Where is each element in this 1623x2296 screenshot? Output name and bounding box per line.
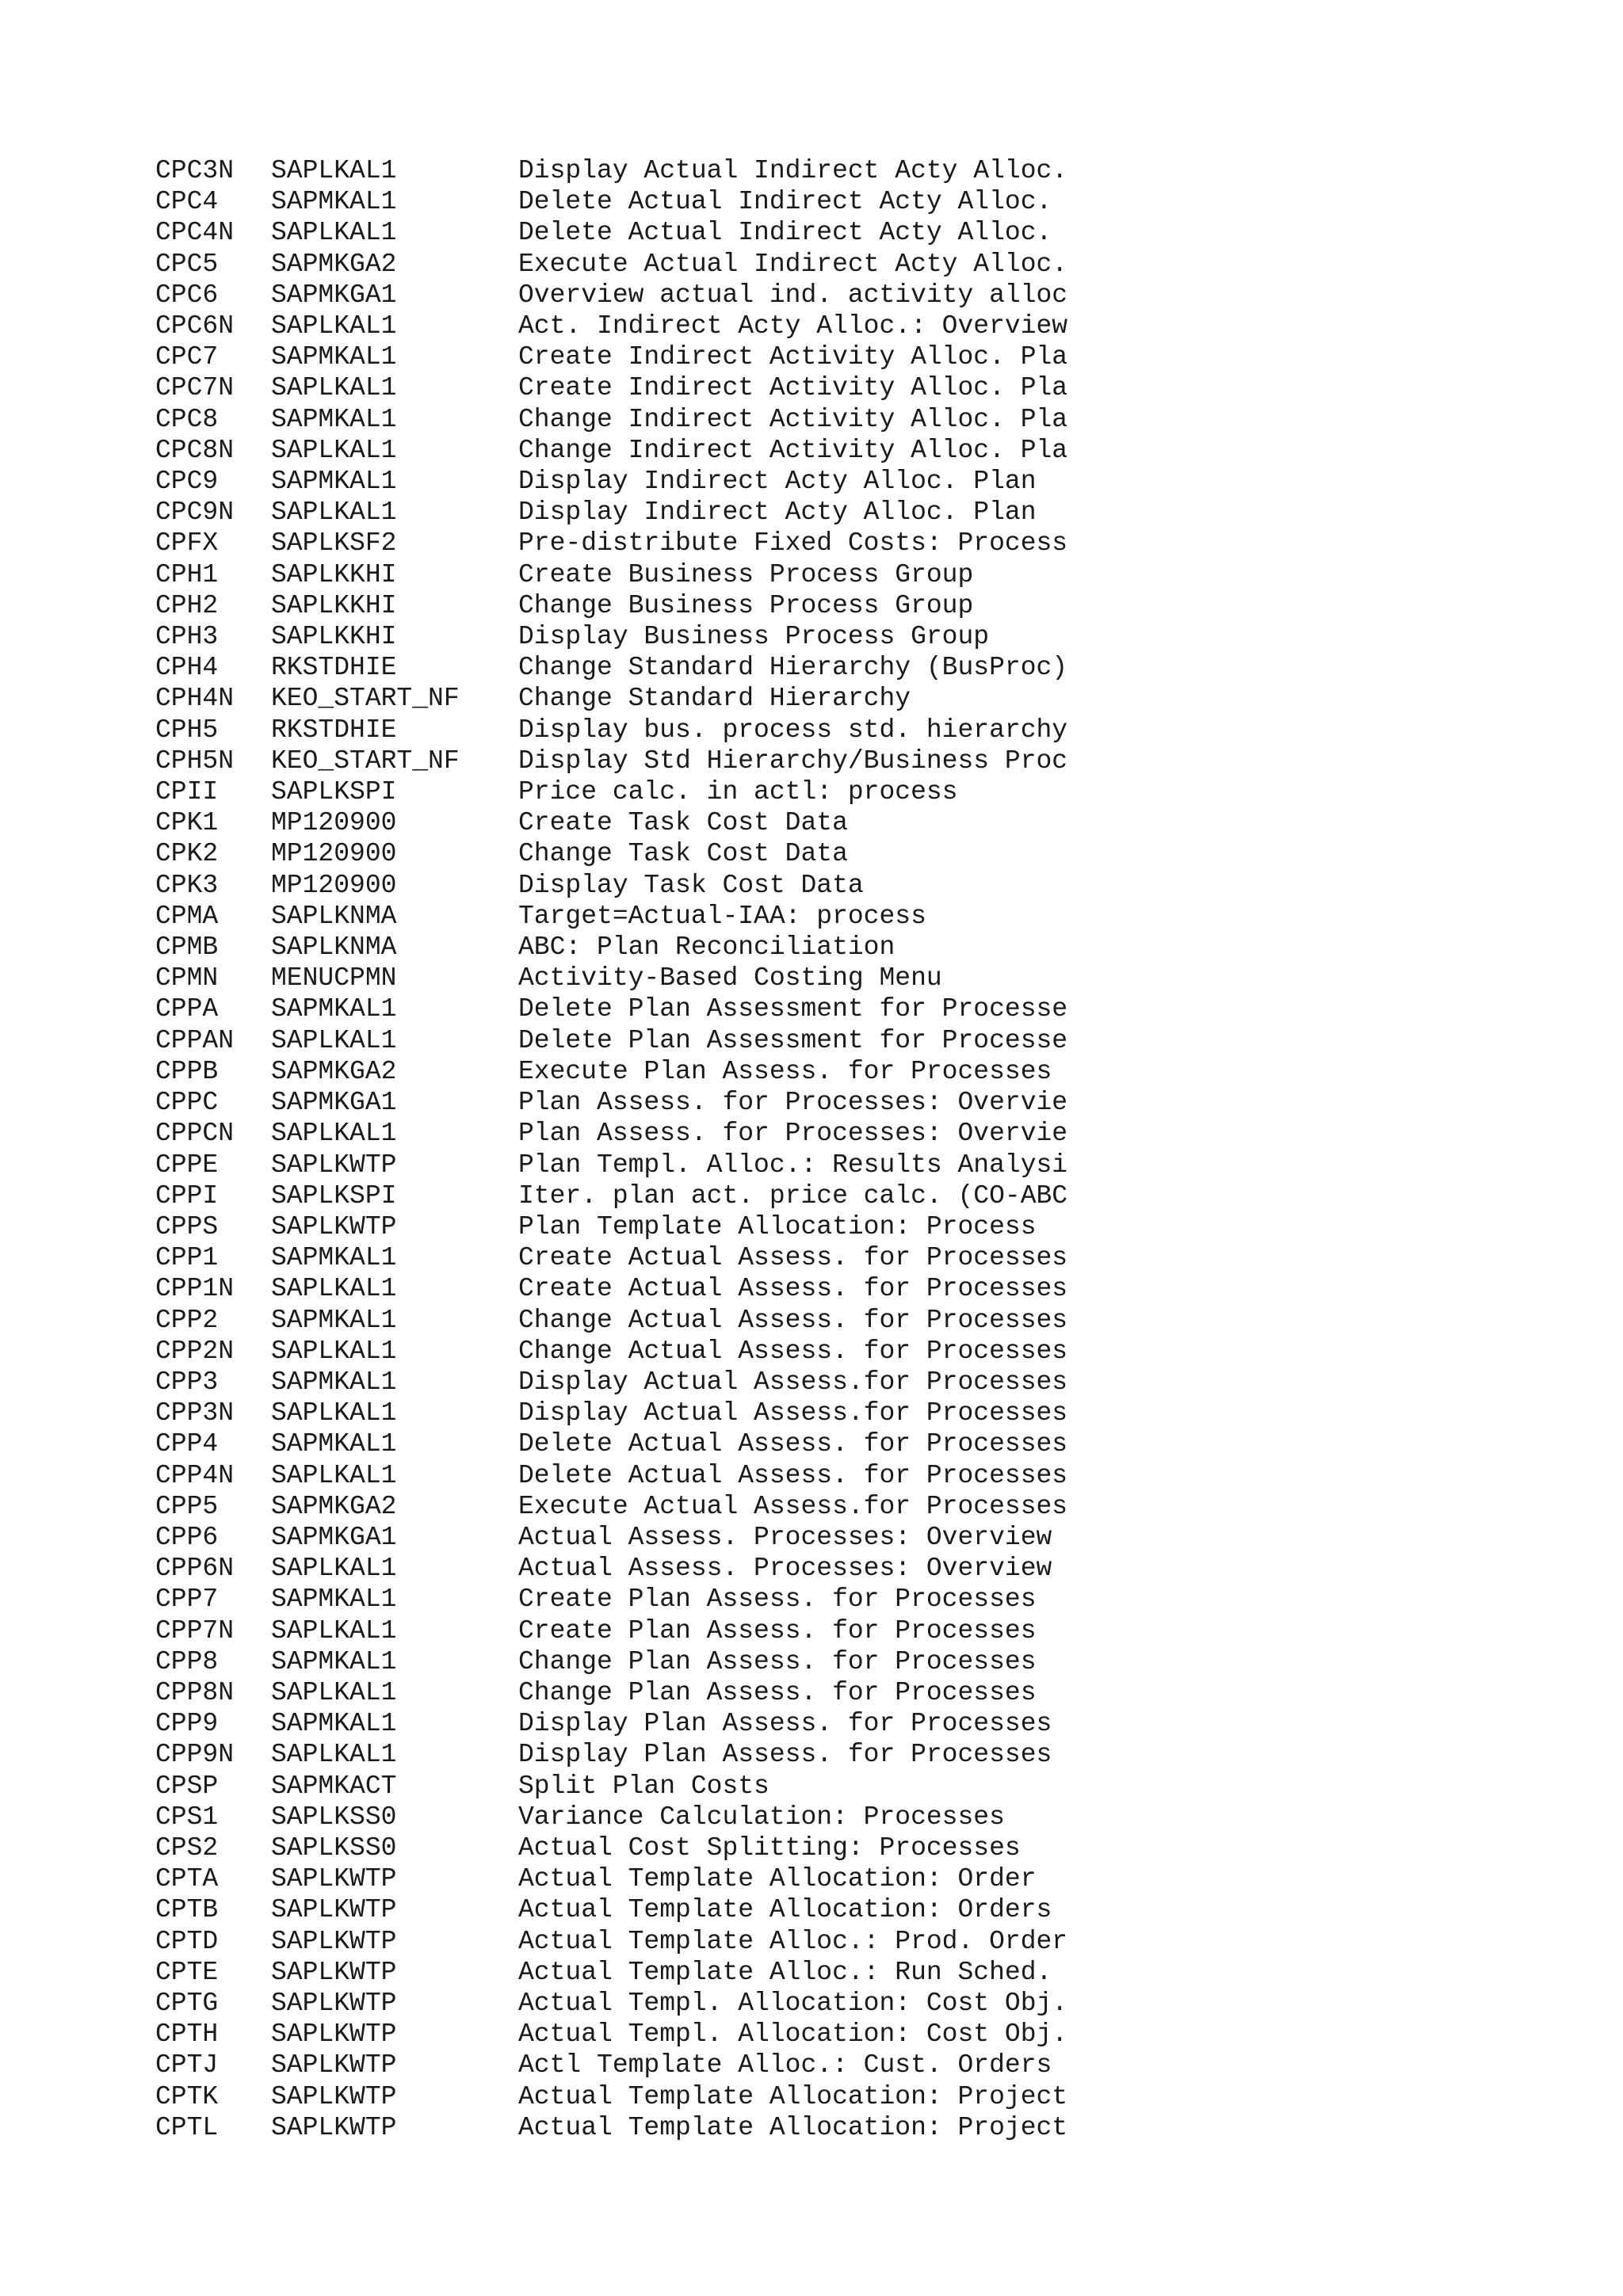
transaction-code: CPP4N (155, 1460, 235, 1490)
program-name: SAPLKAL1 (271, 1460, 397, 1490)
transaction-description: Display Indirect Acty Alloc. Plan (518, 498, 1037, 528)
transaction-code: CPC3N (155, 156, 235, 185)
program-name: MP120900 (271, 839, 397, 869)
transaction-description: Actual Assess. Processes: Overview (518, 1522, 1052, 1552)
transaction-row (155, 776, 1121, 807)
program-name: SAPLKAL1 (271, 1740, 397, 1770)
transaction-row (155, 1305, 1121, 1336)
transaction-code: CPTD (155, 1926, 219, 1956)
transaction-code: CPC4 (155, 187, 219, 217)
transaction-description: Change Task Cost Data (518, 839, 848, 869)
transaction-code: CPK2 (155, 839, 219, 869)
transaction-row (155, 2050, 1121, 2081)
transaction-code: CPC9N (155, 498, 235, 528)
transaction-code: CPTE (155, 1957, 219, 1987)
transaction-row (155, 497, 1121, 528)
transaction-row (155, 1988, 1121, 2019)
transaction-row (155, 1677, 1121, 1708)
transaction-description: Plan Assess. for Processes: Overvie (518, 1088, 1068, 1118)
transaction-description: Change Standard Hierarchy (BusProc) (518, 653, 1068, 683)
transaction-row (155, 1739, 1121, 1770)
program-name: SAPLKAL1 (271, 1677, 397, 1707)
transaction-code: CPP2 (155, 1305, 219, 1335)
transaction-code: CPC9 (155, 467, 219, 497)
transaction-row (155, 1180, 1121, 1211)
transaction-row (155, 901, 1121, 932)
transaction-row (155, 746, 1121, 776)
transaction-row (155, 1150, 1121, 1180)
transaction-code: CPP7 (155, 1585, 219, 1615)
transaction-description: Display Task Cost Data (518, 870, 864, 900)
transaction-code: CPP9 (155, 1709, 219, 1739)
transaction-code: CPFX (155, 528, 219, 559)
program-name: SAPMKAL1 (271, 1367, 397, 1397)
program-name: SAPMKAL1 (271, 1646, 397, 1676)
program-name: SAPLKAL1 (271, 218, 397, 248)
transaction-row (155, 372, 1121, 403)
transaction-description: Actual Template Allocation: Order (518, 1864, 1037, 1894)
transaction-code: CPH1 (155, 559, 219, 589)
transaction-code: CPP6 (155, 1522, 219, 1552)
program-name: SAPMKAL1 (271, 342, 397, 372)
transaction-description: Change Plan Assess. for Processes (518, 1677, 1037, 1707)
transaction-code: CPP1 (155, 1243, 219, 1273)
transaction-description: Pre-distribute Fixed Costs: Process (518, 528, 1068, 559)
transaction-row (155, 870, 1121, 901)
program-name: SAPLKWTP (271, 1926, 397, 1956)
transaction-row (155, 1926, 1121, 1957)
transaction-code: CPC7N (155, 373, 235, 403)
transaction-description: Actual Template Allocation: Project (518, 2112, 1068, 2142)
transaction-row (155, 311, 1121, 341)
transaction-description: ABC: Plan Reconciliation (518, 933, 896, 963)
program-name: SAPMKAL1 (271, 1429, 397, 1459)
transaction-code: CPTA (155, 1864, 219, 1894)
transaction-description: Display Actual Indirect Acty Alloc. (518, 156, 1068, 185)
transaction-description: Actual Templ. Allocation: Cost Obj. (518, 2019, 1068, 2050)
transaction-row (155, 621, 1121, 652)
transaction-row (155, 1242, 1121, 1273)
program-name: SAPLKKHI (271, 622, 397, 652)
program-name: SAPLKNMA (271, 901, 397, 931)
transaction-description: Actual Cost Splitting: Processes (518, 1833, 1021, 1863)
program-name: SAPLKWTP (271, 2081, 397, 2111)
program-name: SAPLKAL1 (271, 1398, 397, 1428)
program-name: SAPLKWTP (271, 2050, 397, 2081)
transaction-description: Create Actual Assess. for Processes (518, 1243, 1068, 1273)
transaction-code: CPPC (155, 1088, 219, 1118)
transaction-row (155, 590, 1121, 621)
transaction-code: CPPS (155, 1211, 219, 1241)
transaction-description: Create Plan Assess. for Processes (518, 1585, 1037, 1615)
transaction-code: CPP6N (155, 1554, 235, 1584)
transaction-row (155, 1056, 1121, 1087)
program-name: SAPLKWTP (271, 1988, 397, 2018)
program-name: RKSTDHIE (271, 715, 397, 745)
transaction-description: Delete Plan Assessment for Processe (518, 1025, 1068, 1055)
transaction-code: CPH4 (155, 653, 219, 683)
transaction-row (155, 1025, 1121, 1056)
transaction-row (155, 466, 1121, 497)
transaction-code: CPH4N (155, 684, 235, 714)
transaction-code: CPTB (155, 1895, 219, 1925)
program-name: SAPLKWTP (271, 1211, 397, 1241)
program-name: KEO_START_NF (271, 684, 460, 714)
transaction-row (155, 1615, 1121, 1646)
transaction-description: Target=Actual-IAA: process (518, 901, 926, 931)
transaction-row (155, 1708, 1121, 1739)
transaction-row (155, 1863, 1121, 1894)
transaction-code: CPMB (155, 933, 219, 963)
program-name: SAPLKWTP (271, 2112, 397, 2142)
transaction-row (155, 1646, 1121, 1677)
transaction-description: Display bus. process std. hierarchy (518, 715, 1068, 745)
transaction-description: Actual Template Allocation: Orders (518, 1895, 1052, 1925)
transaction-row (155, 280, 1121, 311)
transaction-code: CPC6N (155, 311, 235, 341)
transaction-description: Actual Templ. Allocation: Cost Obj. (518, 1988, 1068, 2018)
transaction-list (155, 155, 1121, 2143)
program-name: SAPMKAL1 (271, 1243, 397, 1273)
transaction-code: CPTJ (155, 2050, 219, 2081)
transaction-description: Change Business Process Group (518, 590, 974, 620)
transaction-description: Activity-Based Costing Menu (518, 963, 942, 994)
transaction-code: CPC8 (155, 404, 219, 434)
program-name: SAPMKGA1 (271, 1522, 397, 1552)
transaction-description: Display Actual Assess.for Processes (518, 1367, 1068, 1397)
transaction-row (155, 807, 1121, 838)
transaction-description: Actual Template Alloc.: Prod. Order (518, 1926, 1068, 1956)
transaction-code: CPTL (155, 2112, 219, 2142)
transaction-description: Overview actual ind. activity alloc (518, 280, 1068, 310)
program-name: SAPLKSS0 (271, 1833, 397, 1863)
program-name: SAPMKGA1 (271, 1088, 397, 1118)
transaction-row (155, 341, 1121, 372)
program-name: SAPLKAL1 (271, 1119, 397, 1149)
program-name: SAPMKAL1 (271, 994, 397, 1024)
transaction-row (155, 838, 1121, 869)
transaction-description: Display Actual Assess.for Processes (518, 1398, 1068, 1428)
program-name: SAPMKAL1 (271, 1585, 397, 1615)
transaction-row (155, 1211, 1121, 1242)
transaction-description: Create Indirect Activity Alloc. Pla (518, 373, 1068, 403)
transaction-code: CPP3 (155, 1367, 219, 1397)
transaction-description: Delete Plan Assessment for Processe (518, 994, 1068, 1024)
transaction-code: CPP3N (155, 1398, 235, 1428)
transaction-description: Create Plan Assess. for Processes (518, 1615, 1037, 1646)
program-name: SAPLKKHI (271, 590, 397, 620)
transaction-row (155, 1522, 1121, 1553)
transaction-row (155, 2019, 1121, 2050)
transaction-description: Delete Actual Indirect Acty Alloc. (518, 187, 1052, 217)
transaction-description: Display Business Process Group (518, 622, 990, 652)
program-name: SAPMKAL1 (271, 1709, 397, 1739)
program-name: SAPMKAL1 (271, 187, 397, 217)
transaction-code: CPC4N (155, 218, 235, 248)
program-name: SAPLKSPI (271, 1180, 397, 1211)
transaction-row (155, 1894, 1121, 1925)
transaction-code: CPP8 (155, 1646, 219, 1676)
transaction-row (155, 435, 1121, 466)
transaction-row (155, 1460, 1121, 1491)
transaction-description: Actual Assess. Processes: Overview (518, 1554, 1052, 1584)
transaction-row (155, 1118, 1121, 1149)
transaction-code: CPH5 (155, 715, 219, 745)
transaction-row (155, 559, 1121, 590)
transaction-description: Display Plan Assess. for Processes (518, 1740, 1052, 1770)
transaction-description: Execute Actual Indirect Acty Alloc. (518, 249, 1068, 279)
program-name: SAPLKWTP (271, 1895, 397, 1925)
transaction-row (155, 1273, 1121, 1304)
transaction-description: Plan Template Allocation: Process (518, 1211, 1037, 1241)
transaction-code: CPP5 (155, 1491, 219, 1521)
program-name: SAPLKAL1 (271, 311, 397, 341)
transaction-code: CPPB (155, 1056, 219, 1086)
transaction-code: CPPE (155, 1150, 219, 1180)
program-name: SAPLKAL1 (271, 1025, 397, 1055)
transaction-row (155, 652, 1121, 683)
transaction-description: Iter. plan act. price calc. (CO-ABC (518, 1180, 1068, 1211)
transaction-code: CPSP (155, 1771, 219, 1801)
transaction-description: Display Plan Assess. for Processes (518, 1709, 1052, 1739)
program-name: SAPLKSPI (271, 777, 397, 807)
transaction-row (155, 1833, 1121, 1863)
transaction-description: Actual Template Allocation: Project (518, 2081, 1068, 2111)
transaction-description: Change Plan Assess. for Processes (518, 1646, 1037, 1676)
program-name: SAPLKAL1 (271, 1554, 397, 1584)
program-name: SAPMKAL1 (271, 1305, 397, 1335)
transaction-code: CPPA (155, 994, 219, 1024)
transaction-row (155, 1771, 1121, 1802)
transaction-code: CPTG (155, 1988, 219, 2018)
transaction-code: CPP4 (155, 1429, 219, 1459)
transaction-row (155, 1491, 1121, 1522)
transaction-row (155, 932, 1121, 963)
transaction-code: CPP7N (155, 1615, 235, 1646)
program-name: SAPMKGA1 (271, 280, 397, 310)
transaction-row (155, 1398, 1121, 1428)
transaction-code: CPPI (155, 1180, 219, 1211)
transaction-code: CPTH (155, 2019, 219, 2050)
program-name: SAPLKAL1 (271, 498, 397, 528)
transaction-table (155, 155, 1121, 2143)
transaction-description: Execute Actual Assess.for Processes (518, 1491, 1068, 1521)
transaction-code: CPC6 (155, 280, 219, 310)
program-name: SAPLKAL1 (271, 435, 397, 465)
transaction-code: CPC5 (155, 249, 219, 279)
transaction-row (155, 1553, 1121, 1584)
transaction-row (155, 2112, 1121, 2143)
transaction-code: CPMN (155, 963, 219, 994)
program-name: SAPMKGA2 (271, 1491, 397, 1521)
program-name: SAPLKWTP (271, 1957, 397, 1987)
transaction-code: CPC7 (155, 342, 219, 372)
transaction-description: Change Standard Hierarchy (518, 684, 911, 714)
transaction-description: Execute Plan Assess. for Processes (518, 1056, 1052, 1086)
transaction-row (155, 186, 1121, 217)
transaction-code: CPPAN (155, 1025, 235, 1055)
transaction-description: Create Indirect Activity Alloc. Pla (518, 342, 1068, 372)
transaction-description: Delete Actual Assess. for Processes (518, 1429, 1068, 1459)
program-name: SAPLKNMA (271, 933, 397, 963)
transaction-description: Change Actual Assess. for Processes (518, 1305, 1068, 1335)
program-name: MP120900 (271, 870, 397, 900)
program-name: SAPMKGA2 (271, 249, 397, 279)
transaction-description: Price calc. in actl: process (518, 777, 958, 807)
transaction-row (155, 155, 1121, 186)
transaction-row (155, 994, 1121, 1024)
transaction-code: CPK1 (155, 808, 219, 838)
transaction-code: CPTK (155, 2081, 219, 2111)
transaction-row (155, 404, 1121, 435)
transaction-description: Delete Actual Assess. for Processes (518, 1460, 1068, 1490)
program-name: MENUCPMN (271, 963, 397, 994)
program-name: MP120900 (271, 808, 397, 838)
transaction-description: Split Plan Costs (518, 1771, 769, 1801)
transaction-code: CPH5N (155, 746, 235, 776)
transaction-code: CPH3 (155, 622, 219, 652)
program-name: SAPMKACT (271, 1771, 397, 1801)
transaction-code: CPH2 (155, 590, 219, 620)
transaction-row (155, 963, 1121, 994)
transaction-code: CPMA (155, 901, 219, 931)
transaction-row (155, 1802, 1121, 1833)
transaction-code: CPPCN (155, 1119, 235, 1149)
transaction-row (155, 2081, 1121, 2112)
transaction-row (155, 528, 1121, 559)
program-name: SAPLKWTP (271, 1864, 397, 1894)
transaction-description: Plan Assess. for Processes: Overvie (518, 1119, 1068, 1149)
transaction-row (155, 683, 1121, 714)
transaction-description: Display Indirect Acty Alloc. Plan (518, 467, 1037, 497)
transaction-code: CPP1N (155, 1274, 235, 1304)
program-name: SAPMKAL1 (271, 404, 397, 434)
program-name: SAPLKAL1 (271, 1336, 397, 1366)
transaction-description: Actl Template Alloc.: Cust. Orders (518, 2050, 1052, 2081)
program-name: SAPLKSS0 (271, 1802, 397, 1832)
transaction-description: Change Indirect Activity Alloc. Pla (518, 404, 1068, 434)
transaction-row (155, 1087, 1121, 1118)
program-name: SAPLKKHI (271, 559, 397, 589)
program-name: SAPLKWTP (271, 1150, 397, 1180)
transaction-description: Create Actual Assess. for Processes (518, 1274, 1068, 1304)
transaction-description: Create Business Process Group (518, 559, 974, 589)
transaction-description: Delete Actual Indirect Acty Alloc. (518, 218, 1052, 248)
transaction-description: Create Task Cost Data (518, 808, 848, 838)
transaction-description: Change Actual Assess. for Processes (518, 1336, 1068, 1366)
transaction-code: CPP8N (155, 1677, 235, 1707)
transaction-code: CPP2N (155, 1336, 235, 1366)
transaction-description: Actual Template Alloc.: Run Sched. (518, 1957, 1052, 1987)
transaction-code: CPS2 (155, 1833, 219, 1863)
transaction-row (155, 249, 1121, 280)
transaction-code: CPII (155, 777, 219, 807)
transaction-row (155, 1367, 1121, 1398)
transaction-row (155, 1957, 1121, 1988)
transaction-description: Act. Indirect Acty Alloc.: Overview (518, 311, 1068, 341)
transaction-row (155, 715, 1121, 746)
program-name: RKSTDHIE (271, 653, 397, 683)
program-name: KEO_START_NF (271, 746, 460, 776)
transaction-code: CPC8N (155, 435, 235, 465)
program-name: SAPLKAL1 (271, 373, 397, 403)
program-name: SAPMKAL1 (271, 467, 397, 497)
transaction-description: Display Std Hierarchy/Business Proc (518, 746, 1068, 776)
program-name: SAPLKAL1 (271, 1615, 397, 1646)
transaction-row (155, 1428, 1121, 1459)
program-name: SAPLKAL1 (271, 1274, 397, 1304)
transaction-description: Variance Calculation: Processes (518, 1802, 1005, 1832)
transaction-row (155, 1584, 1121, 1615)
transaction-row (155, 1336, 1121, 1367)
program-name: SAPLKSF2 (271, 528, 397, 559)
transaction-code: CPP9N (155, 1740, 235, 1770)
transaction-code: CPS1 (155, 1802, 219, 1832)
transaction-description: Plan Templ. Alloc.: Results Analysi (518, 1150, 1068, 1180)
program-name: SAPLKWTP (271, 2019, 397, 2050)
transaction-description: Change Indirect Activity Alloc. Pla (518, 435, 1068, 465)
program-name: SAPLKAL1 (271, 156, 397, 185)
program-name: SAPMKGA2 (271, 1056, 397, 1086)
transaction-row (155, 217, 1121, 248)
transaction-code: CPK3 (155, 870, 219, 900)
